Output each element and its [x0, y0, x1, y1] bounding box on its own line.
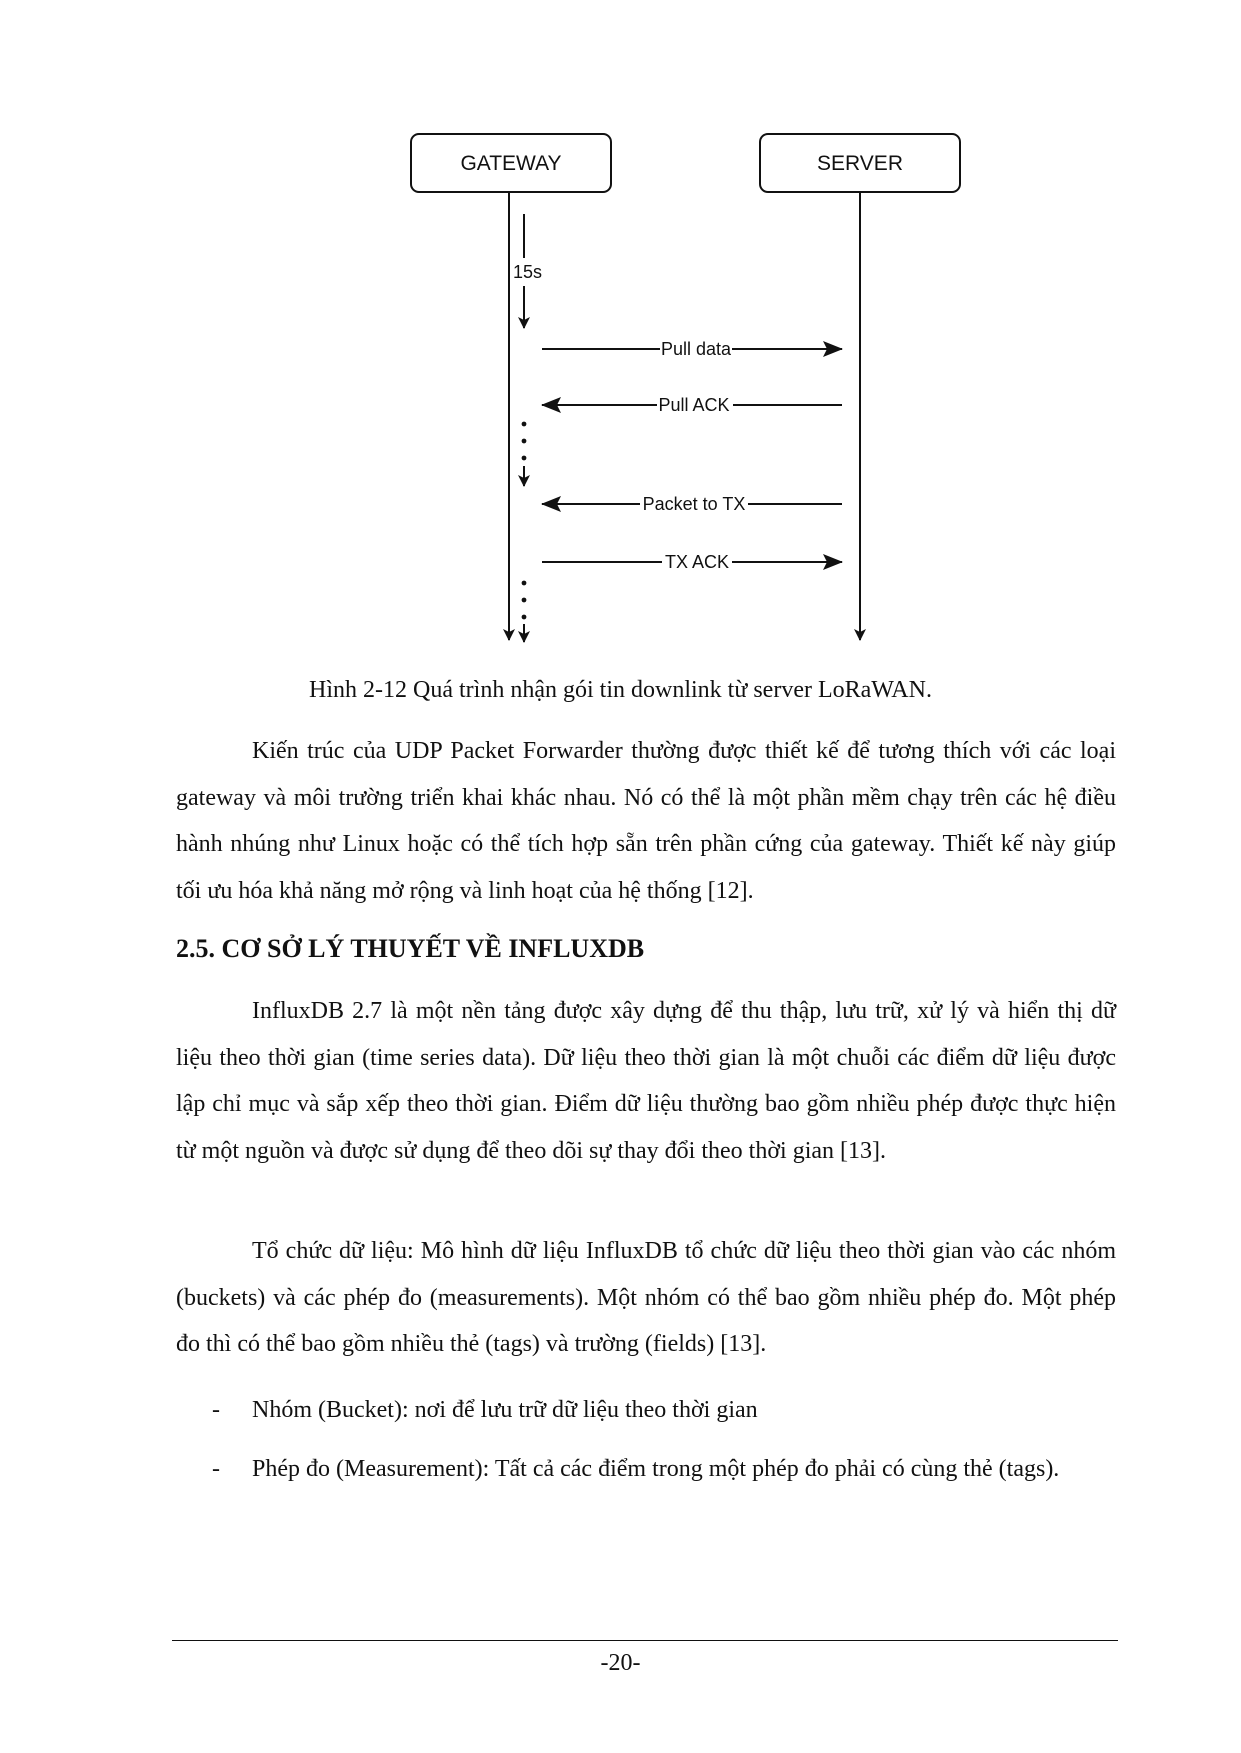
list-item-text: Phép đo (Measurement): Tất cả các điểm trong một phép đo phải có cùng thẻ (tags). — [252, 1456, 1060, 1482]
paragraph-organization-text: Tổ chức dữ liệu: Mô hình dữ liệu InfluxDB tổ chức dữ liệu theo thời gian vào các nhóm (buckets) và các phép đo (measurements). Một nhóm có thể bao gồm nhiều phép đo. Một phép đo thì có thể bao gồm nhiều thẻ (tags) và trường (fields) [13]. — [176, 1238, 1116, 1357]
page-number: -20- — [600, 1650, 641, 1676]
continuation-dots-lower — [522, 581, 527, 620]
message-label: TX ACK — [664, 552, 730, 572]
interval-label: 15s — [513, 262, 543, 282]
list-dash: - — [212, 1397, 220, 1423]
section-heading: 2.5. CƠ SỞ LÝ THUYẾT VỀ INFLUXDB — [176, 934, 645, 963]
message-pull-ack — [542, 395, 842, 415]
paragraph-influx — [176, 988, 1116, 1174]
message-label: Pull data — [660, 339, 732, 359]
message-pull-data — [542, 339, 842, 359]
message-label: Packet to TX — [642, 494, 746, 514]
paragraph-udp-text: Kiến trúc của UDP Packet Forwarder thường được thiết kế để tương thích với các loại gateway và môi trường triển khai khác nhau. Nó có thể là một phần mềm chạy trên các hệ điều hành nhúng như Linux hoặc có thể tích hợp sẵn trên phần cứng của gateway. Thiết kế này giúp tối ưu hóa khả năng mở rộng và linh hoạt của hệ thống [12]. — [176, 738, 1116, 904]
message-packet-to-tx — [542, 494, 842, 514]
server-label: SERVER — [817, 152, 903, 175]
paragraph-influx-text: InfluxDB 2.7 là một nền tảng được xây dựng để thu thập, lưu trữ, xử lý và hiển thị dữ liệu theo thời gian (time series data). Dữ liệu theo thời gian là một chuỗi các điểm dữ liệu được lập chỉ mục và sắp xếp theo thời gian. Điểm dữ liệu thường bao gồm nhiều phép được thực hiện từ một nguồn và được sử dụng để theo dõi sự thay đổi theo thời gian [13]. — [176, 998, 1116, 1164]
message-label: Pull ACK — [658, 395, 730, 415]
list-item-text: Nhóm (Bucket): nơi để lưu trữ dữ liệu theo thời gian — [252, 1397, 758, 1423]
gateway-label: GATEWAY — [460, 152, 562, 175]
list-item — [176, 1387, 1116, 1434]
list-item — [176, 1446, 1116, 1493]
footer-rule — [172, 1640, 1118, 1641]
continuation-dots — [522, 422, 527, 461]
list-dash: - — [212, 1456, 220, 1482]
paragraph-organization — [176, 1228, 1116, 1368]
message-tx-ack — [542, 552, 842, 572]
sequence-diagram — [0, 0, 1241, 680]
gateway-node — [411, 134, 611, 192]
server-node — [760, 134, 960, 192]
figure-caption: Hình 2-12 Quá trình nhận gói tin downlink từ server LoRaWAN. — [309, 677, 932, 703]
paragraph-udp — [176, 728, 1116, 914]
